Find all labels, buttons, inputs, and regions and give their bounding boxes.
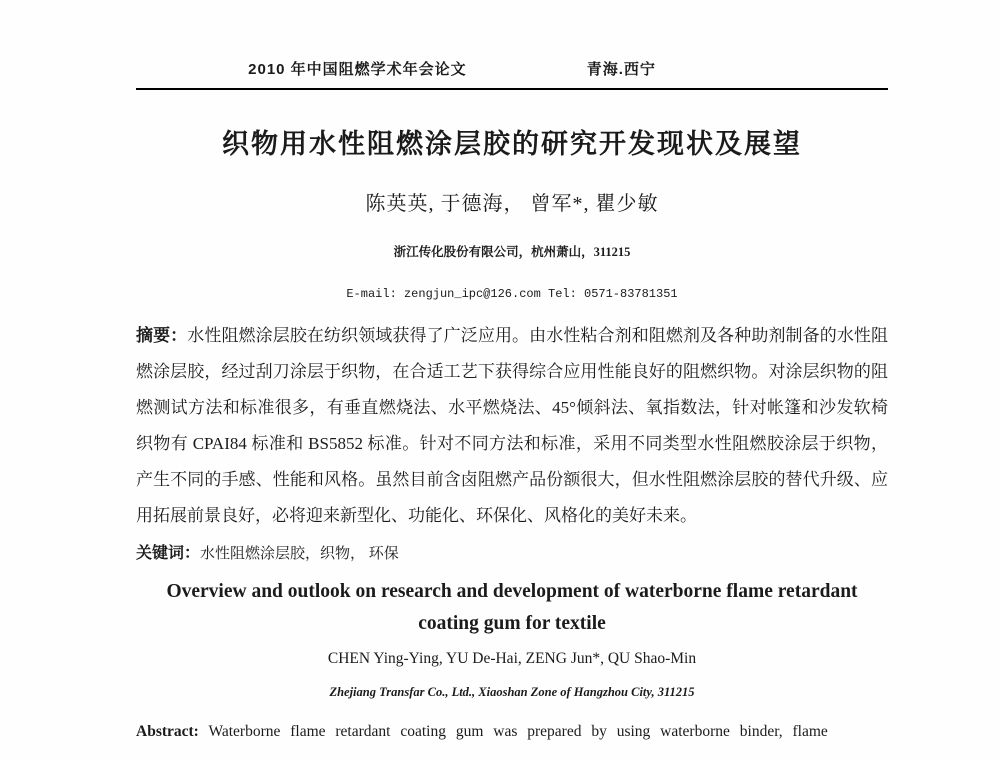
- abstract-english-text: Waterborne flame retardant coating gum was prepared by using waterborne binder, flame: [208, 723, 828, 740]
- affiliation-chinese: 浙江传化股份有限公司，杭州萧山，311215: [393, 245, 631, 259]
- abstract-english-label: Abstract:: [136, 723, 199, 740]
- conference-name: 2010 年中国阻燃学术年会论文: [248, 61, 467, 78]
- page-content: [136, 0, 888, 744]
- abstract-chinese-text: 水性阻燃涂层胶在纺织领域获得了广泛应用。由水性粘合剂和阻燃剂及各种助剂制备的水性阻燃涂层胶，经过刮刀涂层于织物，在合适工艺下获得综合应用性能良好的阻燃织物。对涂层织物的阻燃测试方法和标准很多，有垂直燃烧法、水平燃烧法、45°倾斜法、氧指数法，针对帐篷和沙发软椅织物有 CPAI84 标准和 BS5852 标准。针对不同方法和标准，采用不同类型水性阻燃胶涂层于织物，产生不同的手感、性能和风格。虽然目前含卤阻燃产品份额很大，但水性阻燃涂层胶的替代升级、应用拓展前景良好，必将迎来新型化、功能化、环保化、风格化的美好未来。: [136, 326, 889, 525]
- authors-chinese: 陈英英, 于德海， 曾军*, 瞿少敏: [365, 193, 659, 215]
- conference-location: 青海.西宁: [586, 61, 656, 78]
- contact-line: E-mail: zengjun_ipc@126.com Tel: 0571-83781351: [346, 287, 678, 301]
- page-header: [76, 60, 828, 80]
- keywords-text: 水性阻燃涂层胶，织物， 环保: [200, 546, 399, 562]
- header-rule: [136, 88, 888, 90]
- keywords-label: 关键词：: [136, 545, 201, 562]
- title-chinese: 织物用水性阻燃涂层胶的研究开发现状及展望: [222, 129, 802, 159]
- affiliation-english: Zhejiang Transfar Co., Ltd., Xiaoshan Zone of Hangzhou City, 311215: [329, 685, 695, 699]
- abstract-chinese-label: 摘要：: [136, 326, 188, 345]
- authors-english: CHEN Ying-Ying, YU De-Hai, ZENG Jun*, QU Shao-Min: [327, 650, 697, 667]
- title-english: Overview and outlook on research and development of waterborne flame retardant coating gum for textile: [166, 581, 858, 634]
- abstract-english: [136, 720, 888, 744]
- abstract-chinese: [136, 318, 888, 534]
- keywords-chinese: [136, 542, 888, 566]
